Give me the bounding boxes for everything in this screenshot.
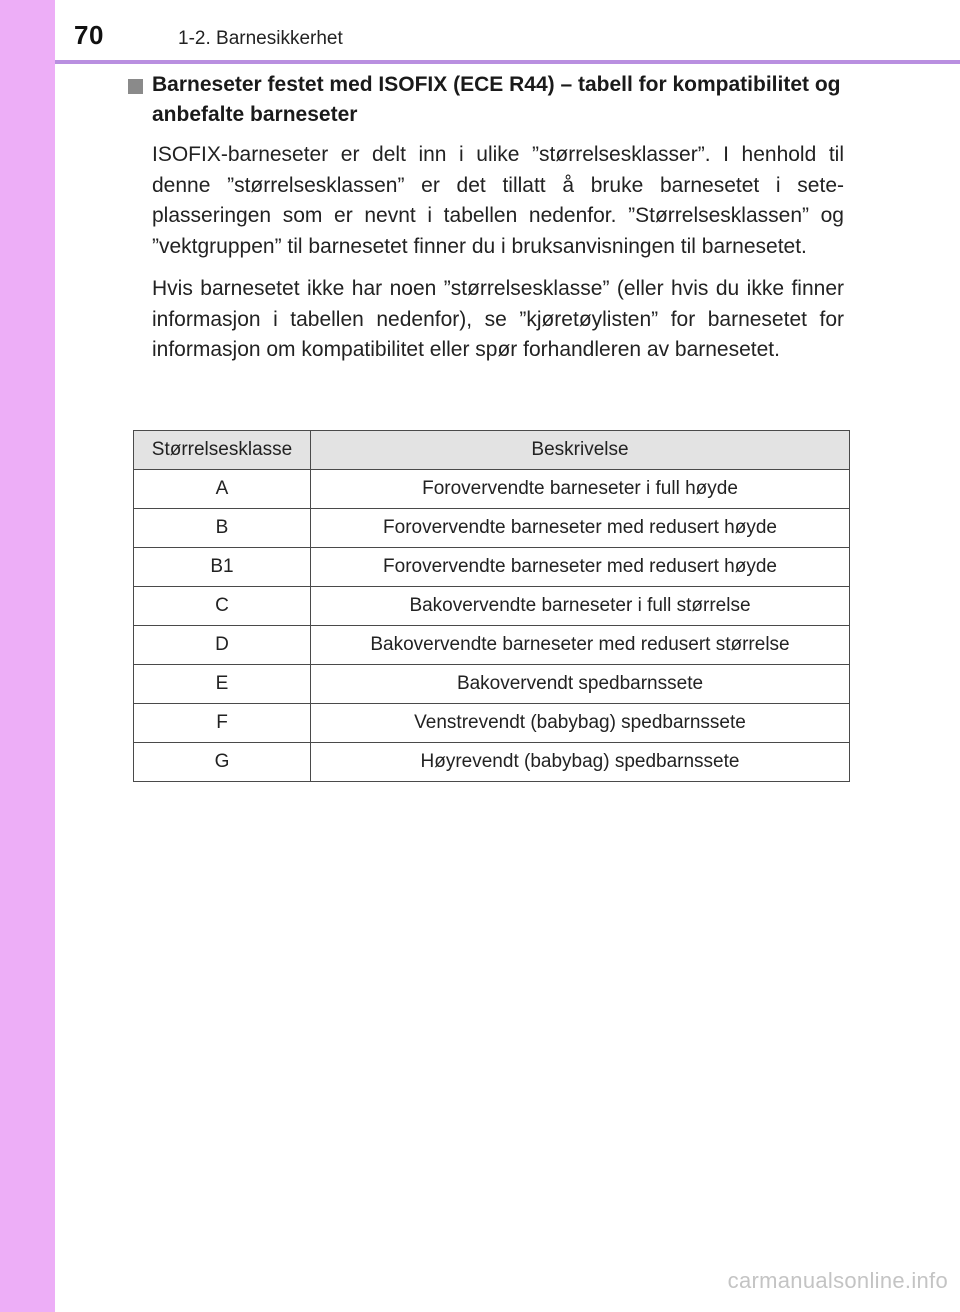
description-cell: Venstrevendt (babybag) spedbarnssete [311,704,850,743]
description-cell: Bakovervendte barneseter med redusert størrelse [311,626,850,665]
page-number: 70 [74,20,104,50]
description-cell: Forovervendte barneseter med redusert høyde [311,509,850,548]
size-class-cell: F [134,704,311,743]
table-row [134,587,850,626]
size-class-cell: E [134,665,311,704]
size-class-table [133,430,850,782]
paragraph-size-classes: ISOFIX-barneseter er delt inn i ulike ”størrelsesklasser”. I henhold til denne ”størrelsesklassen” er det tillatt å bruke barnesetet i seteplasseringen som er nevnt i tabellen nedenfor. ”Størrelsesklassen” og ”vektgruppen” til barnesetet finner du i bruksanvisningen til barnesetet. [152,143,844,258]
section-title: 1-2. Barnesikkerhet [178,28,343,49]
size-class-cell: C [134,587,311,626]
section-heading-row [128,70,844,130]
square-bullet-icon [128,79,143,94]
description-cell: Forovervendte barneseter i full høyde [311,470,850,509]
table-row [134,704,850,743]
side-color-band [0,0,55,1312]
column-header-description: Beskrivelse [311,431,850,470]
table-row [134,743,850,782]
section-heading: Barneseter festet med ISOFIX (ECE R44) – tabell for kompatibilitet og anbefalte barneseter [152,73,841,126]
size-class-cell: G [134,743,311,782]
size-class-cell: D [134,626,311,665]
table-row [134,509,850,548]
watermark-text: carmanualsonline.info [727,1268,948,1293]
table-row [134,626,850,665]
table-row [134,470,850,509]
description-cell: Forovervendte barneseter med redusert høyde [311,548,850,587]
size-class-cell: B1 [134,548,311,587]
column-header-size-class: Størrelsesklasse [134,431,311,470]
header-divider [55,60,960,64]
table-row [134,548,850,587]
size-class-cell: A [134,470,311,509]
description-cell: Bakovervendte barneseter i full størrelse [311,587,850,626]
table-header-row [134,431,850,470]
main-content [128,70,844,366]
description-cell: Bakovervendt spedbarnssete [311,665,850,704]
table-row [134,665,850,704]
size-class-cell: B [134,509,311,548]
paragraph-no-size-class: Hvis barnesetet ikke har noen ”størrelsesklasse” (eller hvis du ikke finner informasjon i tabellen nedenfor), se ”kjøretøylisten” for barnesetet for informasjon om kompatibilitet eller spør forhandleren av barnesetet. [152,277,844,361]
description-cell: Høyrevendt (babybag) spedbarnssete [311,743,850,782]
